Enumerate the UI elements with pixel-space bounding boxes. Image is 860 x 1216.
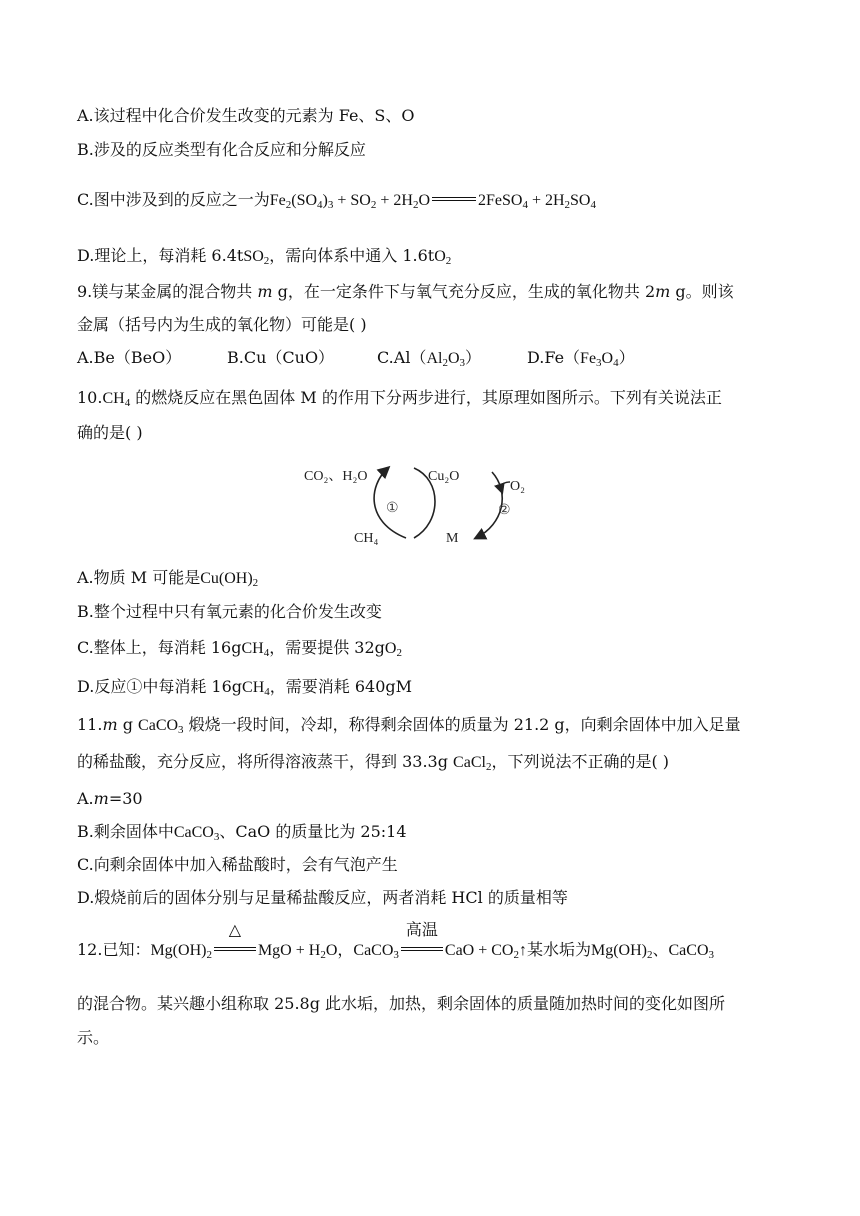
q10-stem-2: 确的是( ): [77, 423, 143, 442]
q10-option-d: D.反应①中每消耗 16gCH$_4$，需要消耗 640gM: [77, 677, 413, 698]
q9-options: [77, 346, 635, 371]
q8-option-d: D.理论上，每消耗 6.4tSO$_2$，需向体系中通入 $1.6tO_2$: [77, 246, 452, 267]
label-step1: ①: [386, 501, 399, 516]
label-m: M: [446, 531, 459, 546]
q11-stem-2: 的稀盐酸，充分反应，将所得溶液蒸干，得到 33.3g CaCl$_2$，下列说法不正确的是( ): [77, 752, 670, 773]
reaction-cycle-diagram: [296, 456, 546, 552]
q11-option-c: C.向剩余固体中加入稀盐酸时，会有气泡产生: [77, 855, 398, 874]
q9-option-d: $D.Fe(Fe_3O_4)$: [527, 348, 635, 369]
q11-option-d: D.煅烧前后的固体分别与足量稀盐酸反应，两者消耗 HCl 的质量相等: [77, 888, 568, 907]
label-ch4: CH₄: [354, 531, 379, 546]
label-products: CO₂、H₂O: [304, 469, 368, 484]
label-step2: ②: [498, 503, 511, 518]
label-cu2o: Cu₂O: [428, 469, 460, 484]
q10-stem: $10.CH_4$ 的燃烧反应在黑色固体 M 的作用下分两步进行，其原理如图所示。下列有关说法正: [77, 388, 722, 409]
q8-option-c: C.图中涉及到的反应之一为$Fe_2(SO_4)_3 + SO_2 + 2H_2O$ 2FeSO$_4$ + $2H_2SO_4$: [77, 190, 596, 211]
q9-stem-2: 金属（括号内为生成的氧化物）可能是( ): [77, 315, 367, 334]
q8-option-b: B.涉及的反应类型有化合反应和分解反应: [77, 140, 366, 159]
q10-option-a: A.物质 M 可能是$Cu(OH)_2$: [77, 568, 259, 589]
arrow-o2: [501, 482, 510, 492]
q11-stem: 11.m g CaCO$_3$ 煅烧一段时间，冷却，称得剩余固体的质量为 21.2 g，向剩余固体中加入足量: [77, 715, 741, 736]
q12-stem-3: 示。: [77, 1028, 110, 1047]
q11-option-b: B.剩余固体中CaCO$_3$、CaO 的质量比为 25:14: [77, 822, 407, 843]
q9-option-b: B.Cu（CuO）: [227, 348, 335, 367]
q10-option-b: B.整个过程中只有氧元素的化合价发生改变: [77, 602, 382, 621]
label-o2: O₂: [510, 479, 525, 494]
q12-stem: 12.已知：$Mg(OH)_2$ △ MgO + $H_2O$，CaCO$_3$ 高温 CaO + $CO_2↑$某水垢为$Mg(OH)_2$、CaCO$_3$: [77, 920, 714, 961]
q12-stem-2: 的混合物。某兴趣小组称取 25.8g 此水垢，加热，剩余固体的质量随加热时间的变化如图所: [77, 994, 726, 1013]
q10-option-c: C.整体上，每消耗 16gCH$_4$，需要提供 $32gO_2$: [77, 638, 402, 659]
q8-option-a: A.该过程中化合价发生改变的元素为 Fe、S、O: [77, 106, 415, 125]
q9-stem: 9.镁与某金属的混合物共 m g，在一定条件下与氧气充分反应，生成的氧化物共 2m g。则该: [77, 282, 734, 301]
q9-option-c: $C.Al(Al_2O_3)$: [377, 348, 482, 369]
q9-option-a: A.Be（BeO）: [77, 348, 182, 367]
q11-option-a: A.m=30: [77, 789, 143, 808]
